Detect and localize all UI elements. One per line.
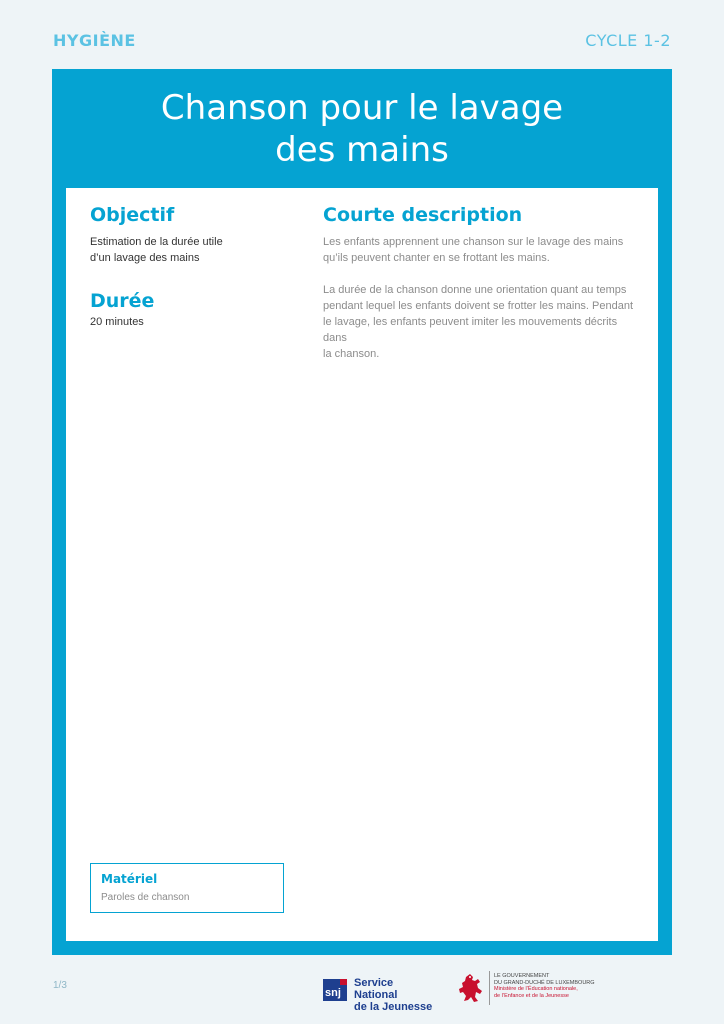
left-column: [90, 202, 280, 330]
gov-line-4: de l’Enfance et de la Jeunesse: [494, 992, 569, 999]
government-logo: [458, 971, 608, 1007]
objectif-line-2: d’un lavage des mains: [90, 252, 200, 264]
description-p2-line-2: pendant lequel les enfants doivent se frotter les mains. Pendant: [323, 300, 634, 312]
page-number: 1/3: [53, 980, 67, 991]
snj-line-2: de la Jeunesse: [354, 1001, 433, 1013]
duree-value: 20 minutes: [90, 316, 144, 328]
objectif-section: [90, 202, 280, 266]
sheet-frame: [52, 69, 672, 955]
snj-logo-icon: [323, 979, 347, 1001]
description-p2-line-3: le lavage, les enfants peuvent imiter les mouvements décrits dans: [323, 316, 618, 344]
description-p1-line-1: Les enfants apprennent une chanson sur le lavage des mains: [323, 236, 624, 248]
description-heading: Courte description: [323, 204, 523, 226]
content-panel: [66, 188, 658, 941]
gov-line-2: DU GRAND-DUCHÉ DE LUXEMBOURG: [494, 979, 595, 986]
materiel-value: Paroles de chanson: [101, 892, 190, 903]
description-p1-line-2: qu’ils peuvent chanter en se frottant les mains.: [323, 252, 550, 264]
gov-line-1: LE GOUVERNEMENT: [494, 973, 550, 979]
snj-line-1: Service National: [354, 977, 398, 1001]
cycle-label: CYCLE 1-2: [585, 31, 671, 50]
description-section: [323, 202, 643, 362]
description-p2-line-1: La durée de la chanson donne une orientation quant au temps: [323, 284, 627, 296]
objectif-line-1: Estimation de la durée utile: [90, 236, 223, 248]
government-text: [494, 973, 595, 999]
topic-label: HYGIÈNE: [53, 31, 136, 50]
logo-divider: [489, 971, 490, 1005]
snj-mark-text: snj: [325, 987, 341, 999]
description-p2-line-4: la chanson.: [323, 348, 380, 360]
snj-logo: [323, 976, 435, 1013]
title-line-2: des mains: [275, 130, 449, 170]
materiel-heading: Matériel: [101, 872, 158, 886]
description-paragraph-1: [323, 234, 643, 266]
red-lion-icon: [458, 973, 484, 1003]
page-title: [52, 87, 672, 171]
gov-line-3: Ministère de l’Éducation nationale,: [494, 986, 578, 992]
snj-name: [354, 977, 435, 1013]
materiel-box: [90, 863, 284, 913]
title-line-1: Chanson pour le lavage: [160, 88, 564, 128]
objectif-heading: Objectif: [90, 204, 175, 226]
description-paragraph-2: [323, 282, 643, 362]
duree-section: [90, 288, 280, 330]
duree-heading: Durée: [90, 290, 155, 312]
objectif-text: [90, 234, 280, 266]
